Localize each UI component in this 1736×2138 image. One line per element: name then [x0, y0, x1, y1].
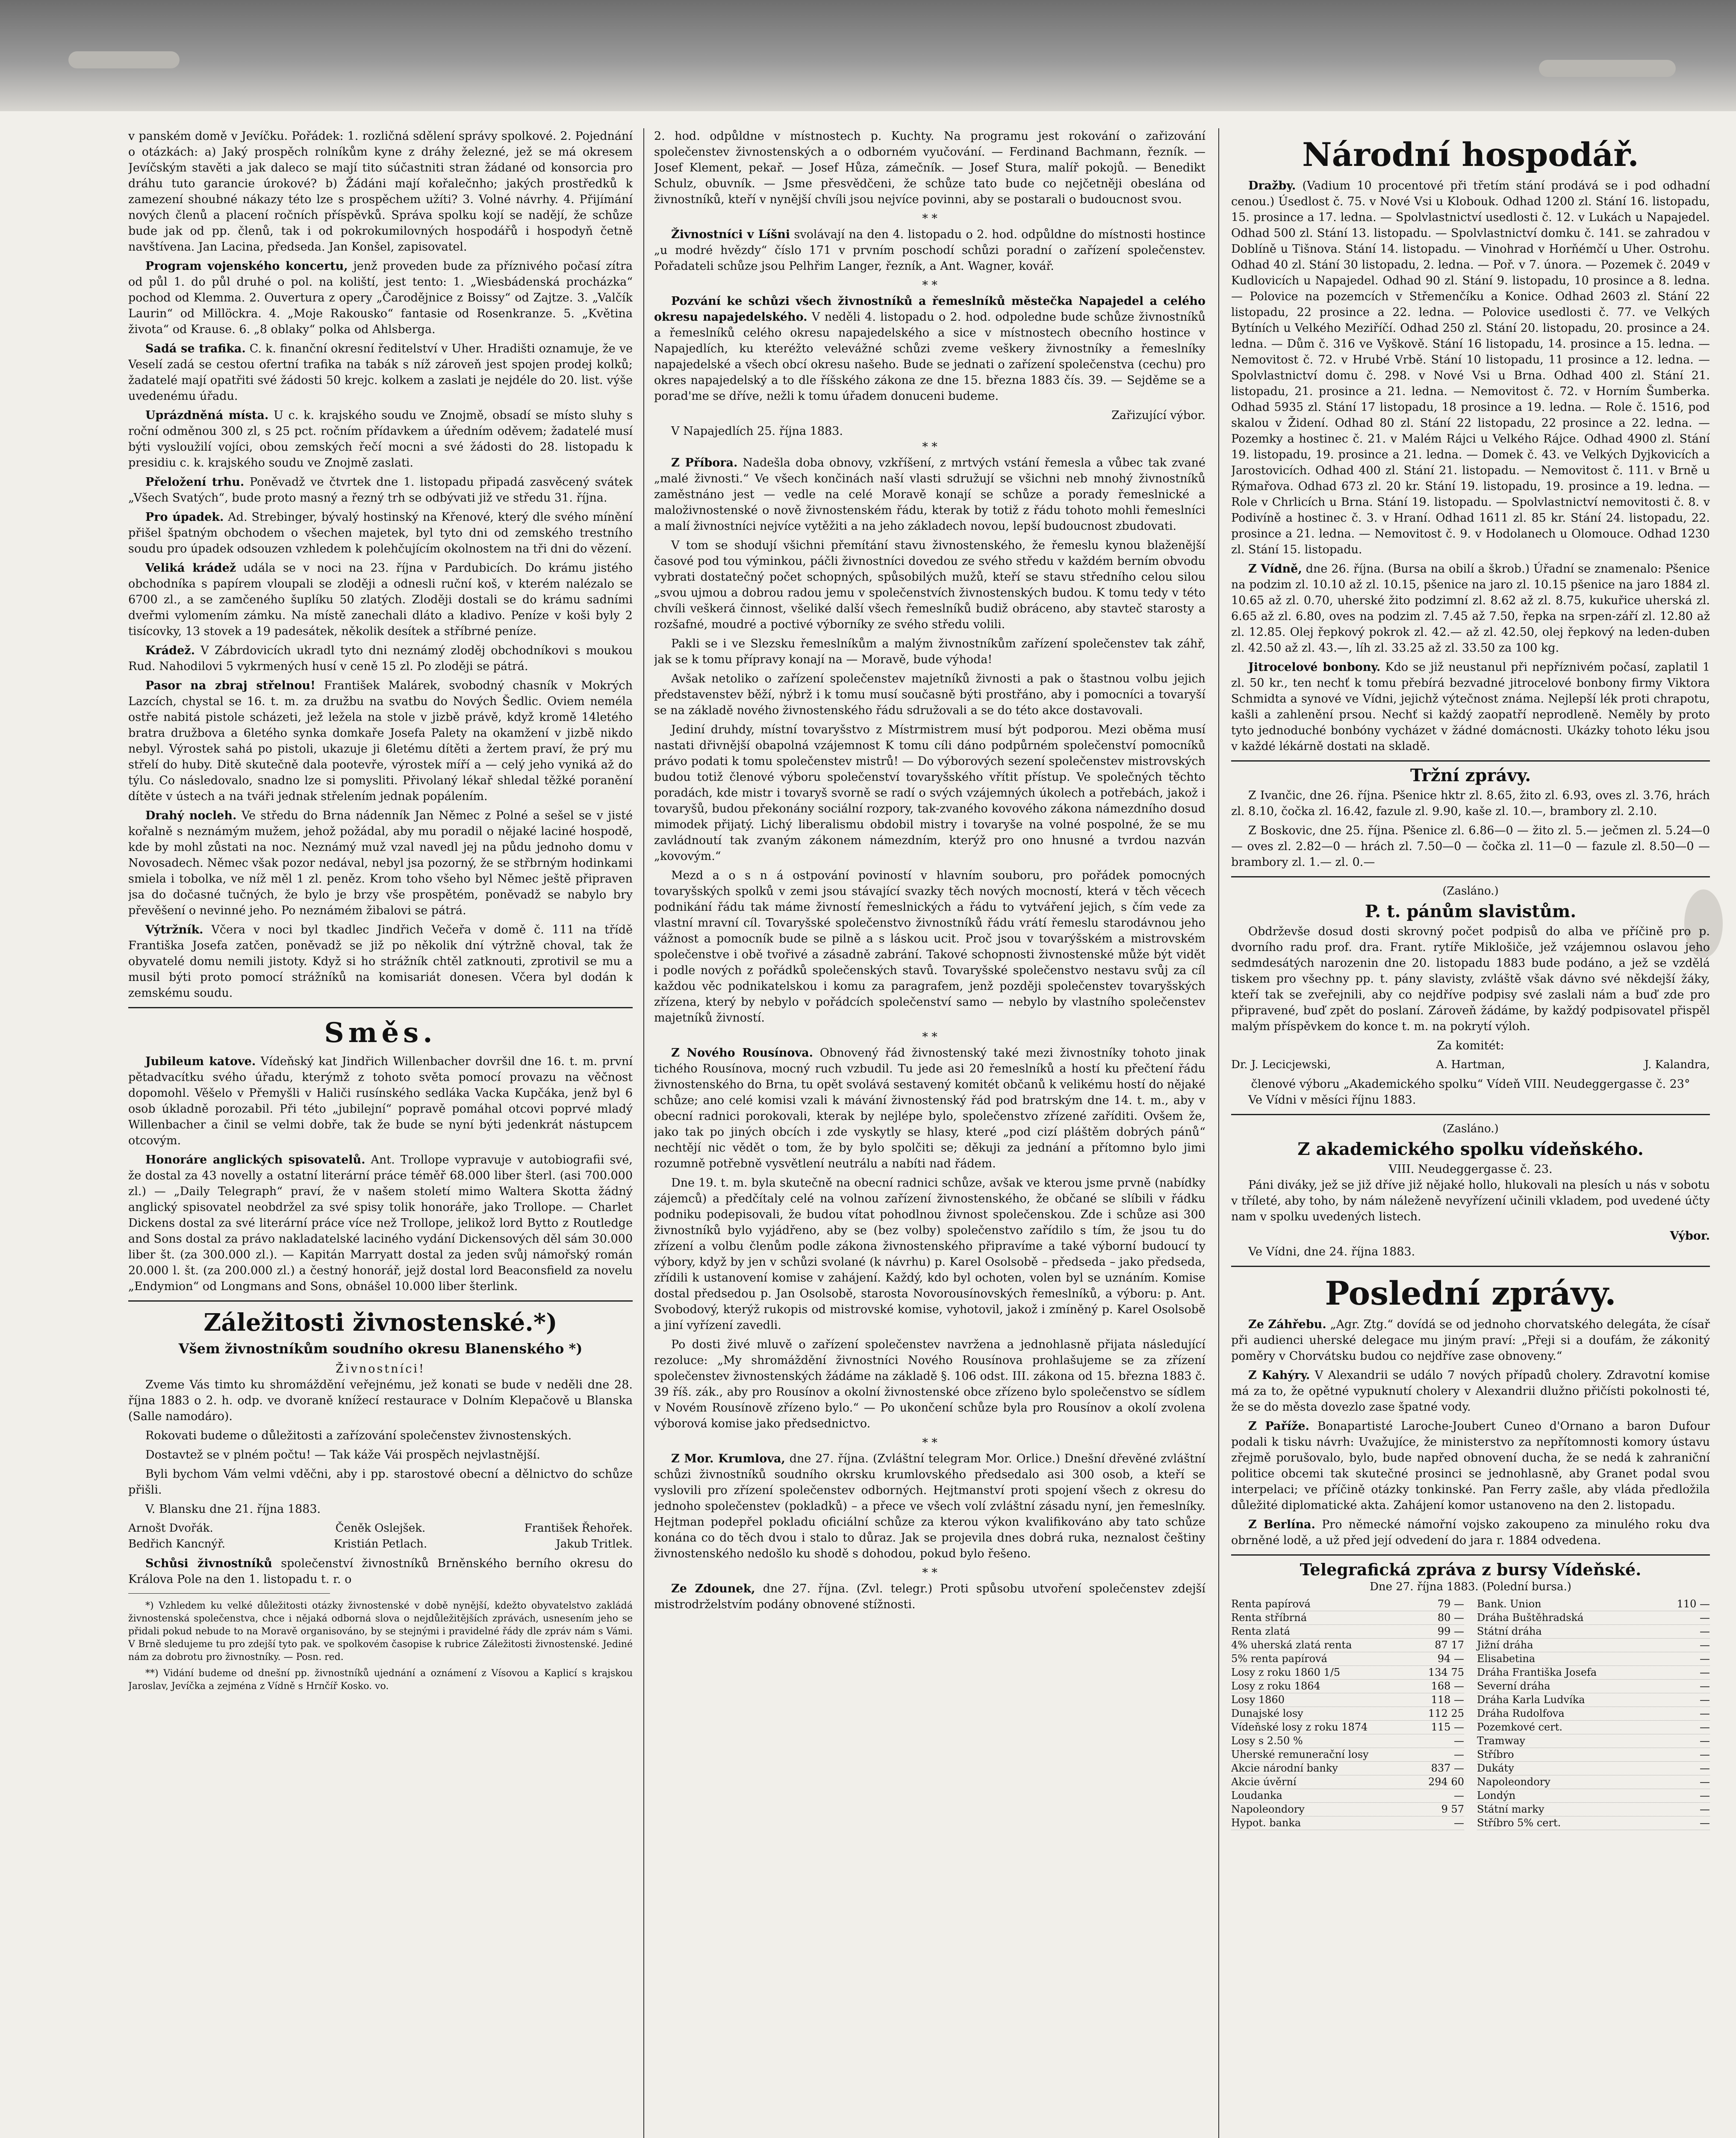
stock-row	[1231, 1721, 1464, 1734]
column-2	[654, 128, 1205, 2138]
article	[1231, 1367, 1710, 1415]
article-subheading: Živnostníci!	[336, 1362, 425, 1376]
article-text: Dne 19. t. m. byla skutečně na obecní radnici schůze, avšak ve kterou jsme prvně (nabídky zájemců) a předčítaly celé na volnou zařízení živnostenského, že občané se slíbili v řádku podniku podepisovali, že budou vítat pohodlnou živnost společenskou. Zde i schůze asi 300 živnostníků bylo vyjádřeno, aby se (bez volby) společenstvo zařídilo s tím, že jsou tu do zřízení a volbu členům podle zákona živnostenského připravíme a také výborní budoucí ty výbory, když by jen v schůzi svolané (k návrhu) p. Karel Osolsobě – předseda – jako předseda, zřídili k ustanovení komise v zahájení. Každý, kdo byl ochoten, volen byl se uznáním. Komise dostal předsedou p. Jan Osolsobě, starosta Novorousínovských řemeslníků, a výboru: p. Ant. Svobodový, kterýž rukopis od mistrovské komise, vyhotovil, jakož i zmíněný p. Karel Osolsobě a jiní vyřízení zavedli.	[654, 1176, 1205, 1332]
article-text: U c. k. krajského soudu ve Znojmě, obsadí se místo sluhy s roční odměnou 300 zl, s 25 pct. ročním přídavkem a úředním oděvem; žadatelé musí býti vysloužilí vojíci, obou zemských řečí mocni a své žádosti do 28. listopadu k presidiu c. k. krajského soudu ve Znojmě zaslati.	[128, 409, 633, 470]
article-text: Nadešla doba obnovy, vzkříšení, z mrtvých vstání řemesla a vůbec tak zvané „malé živnosti.“ Ve všech končinách naší vlasti sdružují se všichni neb mnohý živnostníků zaměstnáno jest — vedle na celé Moravě konají se schůze a porady řemeslnické a maloživnostenské o nově živnostenském řádu, kterak by totiž z řádu tohoto mohli řemeslníci a malí živnostníci nejvíce vytěžiti a na jeho základech novou, lepší budoucnost zbudovati.	[654, 456, 1205, 533]
stock-name: Tramway	[1477, 1735, 1525, 1747]
stock-row	[1477, 1762, 1710, 1775]
stock-row	[1477, 1652, 1710, 1666]
signature: Arnošt Dvořák.	[128, 1522, 213, 1535]
article-text: Pro německé námořní vojsko zakoupeno za minulého roku dva obrněné lodě, a už před její odvedení do jara r. 1884 odvedena.	[1231, 1518, 1710, 1547]
section-rule	[1231, 760, 1710, 762]
stock-value: —	[1700, 1694, 1710, 1706]
article-text: V neděli 4. listopadu o 2. hod. odpoledne bude schůze živnostníků a řemeslníků celého okresu napajedelského a sice v místnostech obecního hostince v Napajedlích, ku kteréžto velevážné schůzi zveme veškery živnostníky a řemeslníky napajedelské a všech obcí okresu našeho. Bude se jednati o zařízení společenstva (cechu) pro okres napajedelský a to dle říšského zákona ze dne 15. března 1883 čís. 39. — Sejděme se a porad'me se dříve, nežli k tomu úřadem donuceni budeme.	[654, 310, 1205, 403]
article-text: V Alexandrii se událo 7 nových případů cholery. Zdravotní komise má za to, že opětné vypuknutí cholery v Alexandrii dlužno přičísti pokolnosti té, že se do města dovezlo zase špatné vody.	[1231, 1369, 1710, 1414]
article	[128, 509, 633, 557]
stock-name: Loudanka	[1231, 1790, 1282, 1801]
stock-name: Severní dráha	[1477, 1680, 1550, 1692]
stock-value: —	[1700, 1707, 1710, 1719]
article	[1231, 1517, 1710, 1548]
stock-row	[1231, 1762, 1464, 1775]
article	[1231, 1317, 1710, 1364]
stock-row	[1477, 1611, 1710, 1625]
stock-row	[1231, 1652, 1464, 1666]
stock-value: —	[1700, 1625, 1710, 1637]
stock-row	[1231, 1748, 1464, 1762]
article	[128, 1054, 633, 1149]
article-text: Jediní druhdy, místní tovaryšstvo z Místrmistrem musí být podporou. Mezi oběma musí nastati dřivnější obapolná vzájemnost K tomu cíli dáno podpůrném společenství pomocníků právo podati k tomu společenstev mistrů! — Do výborových sezení společenstev mistrovských budou totiž členové výboru společenství tovaryšského vřítit přístup. Ve společných těchto poradách, kde mistr i tovaryš svorně se radí o svých vzájemných úkolech a potřebách, jakož i tovaryšů, budou překonány sociální rozpory, tak-zvaného kovového zákona námezdního dosud mimodek přijatý. Lichý liberalismu obdobil mistry i tovaryše na volné pospolné, že se mu zavládnoutí tak zvaným zákonem námezdním, kterýž pro ono hnusné a tvrdou nazván „kovovým.“	[654, 723, 1205, 863]
article	[654, 1581, 1205, 1612]
stock-row	[1231, 1625, 1464, 1639]
stock-name: Elisabetina	[1477, 1653, 1536, 1665]
stock-report-title: Telegrafická zpráva z bursy Vídeňské.	[1300, 1560, 1642, 1579]
stock-row	[1231, 1680, 1464, 1693]
article-heading: Sadá se trafika.	[145, 342, 246, 355]
article	[128, 643, 633, 674]
article-text: Avšak netoliko o zařízení společenstev majetníků živnosti a pak o štastnou volbu jejich představenstev běží, nýbrž i k tomu musí současně býti prostřáno, aby i pomocníci a tovaryší se na základě nového živnostenského řádu sdružovali a se do této akce dostavovali.	[654, 672, 1205, 717]
article-heading: Z Kahýry.	[1248, 1369, 1310, 1382]
stock-row	[1477, 1775, 1710, 1789]
section-title-posledni-zpravy: Poslední zprávy.	[1325, 1274, 1616, 1312]
stock-row	[1477, 1748, 1710, 1762]
article-heading: Veliká krádež	[145, 561, 236, 575]
notice-text: Páni diváky, jež se již dříve již nějaké hollo, hlukovali na plesích u nás v sobotu v tříleté, aby toho, by nám náleženě nevyřízení učinili vkladem, pod uvedené účty nam v spolku uvedených listech.	[1231, 1178, 1710, 1223]
article-heading: Drahý nocleh.	[145, 809, 237, 822]
signatures	[128, 1521, 633, 1552]
stock-row	[1477, 1639, 1710, 1652]
stock-row	[1231, 1734, 1464, 1748]
stock-value: —	[1454, 1735, 1464, 1747]
section-rule	[1231, 1114, 1710, 1115]
article-text: C. k. finanční okresní ředitelství v Uher. Hradišti oznamuje, že ve Veselí zadá se cestou ofertní trafika na tabák s níž zároveň jest spojen prodej kolků; žadatelé mají opatřiti své žádosti 50 krejc. kolkem a zaslati je nejdéle do 20. list. výše uvedenému úřadu.	[128, 342, 633, 403]
stock-value: 168 —	[1431, 1680, 1464, 1692]
stock-name: Renta stříbrná	[1231, 1612, 1307, 1624]
article-text: Po dosti živé mluvě o zařízení společenstev navržena a jednohlasně přijata následující rezoluce: „My shromáždění živnostníci Nového Rousínova prohlašujeme se za zřízení společenstev živnostenských žádáme na základě §. 106 odst. III. zákona od 15. března 1883 č. 39 říš. zák., aby pro Rousínov a okolní živnostenské obce zřízeno bylo společenstvo se sídlem v Novém Rousínově zřízeno bylo.“ — Po ukončení schůze byla pro Rousínov a okolí zvolena výborová komise jako předsednictvo.	[654, 1338, 1205, 1430]
article-text: Ve středu do Brna nádenník Jan Němec z Polné a sešel se v jisté kořalně s neznámým mužem, jehož požádal, aby mu poradil o nějaké laciné hospodě, kde by mohl zůstati na noc. Neznámý muž vzal navedl jej na půdu jednoho domu v Novosadech. Němec však pozor nedával, nebyl jsa pozorný, že se střbrným hodinkami smiela i tobolka, ve níž měl 1 zl. peněz. Krom toho všeho byl Němec ještě připraven jsa do dočasné tučných, že bylo je brzy vše prospětém, poněvadž se nabylo bry převěšení o nevinné jeho. Po neznámém žibalovi se pátrá.	[128, 809, 633, 917]
notice-date: Ve Vídni v měsíci říjnu 1883.	[1248, 1093, 1416, 1107]
section-title-narodni-hospodar: Národní hospodář.	[1302, 136, 1639, 174]
article-heading: Z Mor. Krumlova,	[671, 1452, 785, 1465]
signature: J. Kalandra,	[1644, 1058, 1710, 1071]
stock-value: —	[1700, 1680, 1710, 1692]
separator: * *	[922, 440, 937, 454]
stock-name: Dukáty	[1477, 1762, 1514, 1774]
section-rule	[1231, 876, 1710, 877]
stock-row	[1477, 1598, 1710, 1611]
stock-name: Státní marky	[1477, 1803, 1544, 1815]
article-text: Ad. Strebinger, bývalý hostinský na Křenové, který dle svého mínění přišel špatným obchodem o všechen majetek, byl tyto dni od zemského trestního soudu pro úpadek odsouzen vzhledem k polehčujícím okolnostem na tři dni do vězení.	[128, 511, 633, 555]
article-heading: Pozvání ke schůzi všech živnostníků a řemeslníků městečka Napajedel a celého okresu napajedelského.	[654, 295, 1205, 324]
stock-row	[1231, 1707, 1464, 1721]
signature: A. Hartman,	[1436, 1058, 1505, 1071]
stock-row	[1231, 1639, 1464, 1652]
article-text: jenž proveden bude za příznivého počasí zítra od půl 1. do půl druhé o pol. na koliští, jest tento: 1. „Wiesbádenská procházka“ pochod od Klemma. 2. Ouvertura z opery „Čarodějnice z Boissy“ od Zajtze. 3. „Valčík Laurin“ od Millöckra. 4. „Moje Rakousko“ fantasie od Rosenkranze. 5. „Květina života“ od Krause. 6. „8 oblaky“ polka od Ahlsberga.	[128, 260, 633, 336]
article	[654, 455, 1205, 534]
article-text: dne 27. října. (Zvl. telegr.) Proti spůsobu utvoření společenstev zdejší mistrodrželstvím podány obnovené stížnosti.	[654, 1582, 1205, 1611]
notice-title: Z akademického spolku vídeňského.	[1297, 1139, 1644, 1159]
article-heading: Z Příbora.	[671, 456, 738, 470]
article-heading: Pro úpadek.	[145, 511, 224, 524]
article-heading: Živnostníci v Líšni	[671, 228, 790, 241]
article	[654, 1451, 1205, 1562]
torn-top-edge	[0, 0, 1736, 111]
stock-row	[1477, 1693, 1710, 1707]
stock-value: —	[1700, 1666, 1710, 1678]
article-text: V Zábrdovicích ukradl tyto dni neznámý zloděj obchodníkovi s moukou Rud. Nahodilovi 5 vykrmených husí v ceně 15 zl. Po zloději se pátrá.	[128, 644, 633, 673]
stock-name: Akcie úvěrní	[1231, 1776, 1297, 1788]
article-text: Bonapartisté Laroche-Joubert Cuneo d'Ornano a baron Dufour podali k tisku návrh: Uvažujíce, že ministerstvo za nepřítomnosti komory ústavu zřejmě porušovalo, bylo, bude napřed obnovení ducha, že se nedá k zahraniční politice obcemi tak skutečné prosinci se jednohlasně, aby Granet podal svou interpelaci; ve příčině otázky tonkinské. Pan Ferry zašle, aby vláda předložila důležité diplomatické akta. Zahájení komor ustanoveno na den 2. listopadu.	[1231, 1420, 1710, 1512]
article	[1231, 1418, 1710, 1513]
stock-name: Dráha Rudolfova	[1477, 1707, 1565, 1719]
article	[128, 1152, 633, 1294]
separator: * *	[922, 1566, 937, 1580]
stock-name: Státní dráha	[1477, 1625, 1542, 1637]
stock-report-date: Dne 27. října 1883. (Polední bursa.)	[1370, 1580, 1571, 1593]
article	[1231, 561, 1710, 656]
stock-row	[1477, 1721, 1710, 1734]
article-heading: Ze Zdounek,	[671, 1582, 755, 1595]
stock-value: 80 —	[1437, 1612, 1464, 1624]
paper-scuff	[1539, 60, 1676, 77]
article-text: společenství živnostníků Brněnského berního okresu do Králova Pole na den 1. listopadu t. r. o	[128, 1557, 633, 1586]
stock-value: 9 57	[1441, 1803, 1464, 1815]
stock-name: Pozemkové cert.	[1477, 1721, 1563, 1733]
article-text: Vídeňský kat Jindřich Willenbacher dovršil dne 16. t. m. první pětadvacítku svého úřadu, kterýmž z tohoto světa pomocí provazu na věčnost dopomohl. Věšelo v Přemyšli v Haliči rusínského sedláka Vacka Kupčáka, jenž byl 6 osob úkladně porozabil. Při této „jubilejní“ popravě pomáhal otcovi poprvé mladý Willenbacher a činil se velmi dobře, tak že bude se nyní býti jedenkrát nástupcem otcovým.	[128, 1055, 633, 1147]
article-text: Obnovený řád živnostenský také mezi živnostníky tohoto jinak tichého Rousínova, mocný ruch vzbudil. Tu jede asi 20 řemeslníků a hostí ku přečtení řádu živnostenského do Brna, tu opět svolává sestavený komitét občanů k velikému hostí do nějaké schůze; ano celé komisi vzali k mávání živnostenský řád pod bratrským dne 14. t. m., aby v obecní radnici porokovali, kterak by nejlépe bylo, společenstvo zřízené zaříditi. Ovšem že, jako tak po jiných obcích i zde vyskytly se hlasy, které „pod cizí pláštěm dobrých pánů“ nechtějí nic vědět o tom, že by bylo spolčiti se; děkuji za jednání a přítomno bylo jimi rozumně potřebně vysvětlení neutrálu a nabíti nad řádem.	[654, 1046, 1205, 1170]
stock-name: Stříbro 5% cert.	[1477, 1817, 1561, 1829]
stock-name: Dráha Buštěhradská	[1477, 1612, 1584, 1624]
signature: Bedřich Kancnýř.	[128, 1538, 225, 1550]
article	[128, 678, 633, 804]
separator: * *	[922, 212, 937, 225]
section-rule	[128, 1007, 633, 1008]
stock-name: Napoleondory	[1477, 1776, 1550, 1788]
article	[128, 808, 633, 918]
section-title-zivnostenske: Záležitosti živnostenské.*)	[203, 1308, 557, 1337]
article-heading: Jitrocelové bonbony.	[1248, 661, 1381, 674]
stock-value: 294 60	[1428, 1776, 1464, 1788]
signature: Jakub Tritlek.	[556, 1538, 633, 1550]
article-heading: Výtržník.	[145, 923, 203, 936]
footnote-rule	[128, 1593, 330, 1594]
article	[128, 258, 633, 337]
stock-value: 134 75	[1428, 1666, 1464, 1678]
signature: František Řehořek.	[524, 1522, 633, 1535]
stock-name: Dráha Karla Ludvíka	[1477, 1694, 1585, 1706]
section-title-trzni-zpravy: Tržní zprávy.	[1410, 765, 1531, 786]
stock-name: Losy 1860	[1231, 1694, 1285, 1706]
separator: * *	[922, 1031, 937, 1044]
section-rule	[1231, 1554, 1710, 1556]
stock-row	[1477, 1734, 1710, 1748]
stock-name: Renta zlatá	[1231, 1625, 1290, 1637]
stock-value: —	[1700, 1653, 1710, 1665]
stock-value: 112 25	[1428, 1707, 1464, 1719]
stock-value: 115 —	[1431, 1721, 1464, 1733]
separator: * *	[922, 1436, 937, 1450]
article-heading: Program vojenského koncertu,	[145, 260, 348, 273]
stock-row	[1477, 1666, 1710, 1680]
footnote: **) Vidání budeme od dnešní pp. živnostníků ujednání a oznámení z Vísovou a Kaplicí s krajskou Jaroslav, Jevíčka a zejména z Vídně s Hrnčíř Kosko. vo.	[128, 1668, 633, 1692]
stock-name: Losy s 2.50 %	[1231, 1735, 1303, 1747]
stock-row	[1477, 1625, 1710, 1639]
article-text: Dostavtež se v plném počtu! — Tak káže Vái prospěch nejvlastnější.	[145, 1448, 540, 1462]
stock-value: —	[1454, 1790, 1464, 1801]
article-heading: Přeložení trhu.	[145, 475, 245, 489]
stock-value: 79 —	[1437, 1598, 1464, 1610]
stock-name: Renta papírová	[1231, 1598, 1311, 1610]
section-rule	[1231, 1266, 1710, 1267]
stock-value: —	[1700, 1776, 1710, 1788]
article-heading: Dražby.	[1248, 179, 1296, 192]
stock-row	[1477, 1680, 1710, 1693]
stock-value: —	[1700, 1748, 1710, 1760]
article-text: (Vadium 10 procentové při třetím stání prodává se i pod odhadní cenou.) Úsedlost č. 75. v Nové Vsi u Klobouk. Odhad 1200 zl. Stání 16. listopadu, 15. prosince a 17. ledna. — Spolvlastnictví usedlosti č. 12. v Lukách u Napajedel. Odhad 500 zl. Stání 13. listopadu. — Spolvlastnictví domku č. 141. se zahradou v Doblíně u Tišnova. Stání 14. listopadu. — Vinohrad v Horňémčí u Uher. Ostrohu. Odhad 40 zl. Stání 30 listopadu, 2. ledna. — Poř. v 7. února. — Pozemek č. 2049 v Kudlovicích u Napajedel. Odhad 90 zl. Stání 9. listopadu, 10 prosince a 8. ledna. — Polovice na pozemcích v Střemenčíku a Konice. Odhad 2603 zl. Stání 22 listopadu, 22 prosince a 22. ledna. — Polovice usedlosti č. 77. ve Velkých Bytíních u Velkého Meziříčí. Odhad 250 zl. Stání 20. listopadu, 20. prosince a 24. ledna. — Dům č. 316 ve Vyškově. Stání 16 listopadu, 14. prosince a 15. ledna. — Nemovitost č. 72. v Hrubé Vrbě. Stání 10 listopadu, 11 prosince a 12. ledna. — Spolvlastnictví domu č. 298. v Nové Vsi u Brna. Odhad 400 zl. Stání 21. listopadu, 21. prosince a 21. ledna. — Nemovitost č. 72. v Horním Šumberka. Odhad 5935 zl. Stání 17 listopadu, 18 prosince a 19. ledna. — Role č. 1516, pod skalou v Židení. Odhad 80 zl. Stání 22 listopadu, 22 prosince a 22. ledna. — Pozemky a hostinec č. 21. v Malém Rájci u Velkého Rájce. Odhad 4900 zl. Stání 19. listopadu, 19. prosince a 21. ledna. — Domek č. 43. ve Velkých Dyjkovicích a Jarostovicích. Odhad 400 zl. Stání 21. listopadu. — Nemovitost č. 111. v Brně u Rýmařova. Odhad 673 zl. 20 kr. Stání 19. listopadu, 19. prosince a 19. ledna. — Role v Chrlicích u Brna. Stání 19. listopadu. — Spolvlastnictví nemovitosti č. 8. v Podivíně a hostinec č. 3. v Hraní. Odhad 1611 zl. 85 kr. Stání 24. listopadu, 22. prosince a 21. ledna. — Nemovitost č. 9. v Hodolanech u Olomouce. Odhad 1230 zl. Stání 15. listopadu.	[1231, 179, 1710, 556]
stock-name: Losy z roku 1860 1/5	[1231, 1666, 1341, 1678]
paper-scuff	[68, 51, 180, 68]
article	[1231, 659, 1710, 754]
article-text: V tom se shodují všichni přemítání stavu živnostenského, že řemeslu kynou blaženější časové pod tou výminkou, páčli živnostníci dovedou ze svého středu v každém berním obvodu vybrati dostatečný počet schopných, spůsobilých mužů, kteří se stavu středního celou silou „svou ujmou a dobrou radou jemu v společenstvích živnostenských budou. K tomu tedy v této chvíli veškerá činnost, všeliké další všech řemeslníků budiž obráceno, aby stavteč starosty a rozšafné, moudré a poctivé výborníky ze svého středu volili.	[654, 539, 1205, 631]
notice-date: Ve Vídni, dne 24. října 1883.	[1248, 1245, 1415, 1258]
article-heading: Jubileum katove.	[145, 1055, 256, 1068]
footnote: *) Vzhledem ku velké důležitosti otázky živnostenské v době nynější, kdežto obyvatelstvo zakládá živnostenská společenstva, chce i nějaká odborná slova o nejdůležitějších zprávách, usnesením jeho se přidali pokud nebude to na Moravě organisováno, by se stejnými i pravidelné řády dle zpráv nám s Vámi. V Brně sledujeme tu pro zdejší tyto pak. ve spolkovém časopise k rubrice Záležitosti živnostenské. Jediné nám za dobrotu pro živnostníky. — Posn. red.	[128, 1601, 633, 1663]
stock-row	[1231, 1816, 1464, 1830]
stock-name: Akcie národní banky	[1231, 1762, 1338, 1774]
section-rule	[128, 1300, 633, 1302]
stock-value: —	[1700, 1762, 1710, 1774]
notice-text: Obdrževše dosud dosti skrovný počet podpisů do alba ve příčině pro p. dvorního radu prof. dra. Frant. rytíře Miklošiče, jež vzájemnou oslavou jeho sedmdesátých narozenin dne 20. listopadu 1883 bude podáno, a jež se vzdělá tiskem pro všechny pp. t. pány slavisty, zvláště však dávno své někdejší žáky, kteří tak se zveřejnili, aby co nejdříve podpisy své zaslali nám a buď zde pro připravené, buď zpět do poslaní. Zároveň žádáme, by každý podpisovatel přispěl malým příspěvkem do konce t. m. na pokrytí výloh.	[1231, 925, 1710, 1033]
article	[128, 560, 633, 639]
stock-name: 4% uherská zlatá renta	[1231, 1639, 1352, 1651]
article-text: Byli bychom Vám velmi vděčni, aby i pp. starostové obecní a dělnictvo do schůze přišli.	[128, 1468, 633, 1497]
article-text: V. Blansku dne 21. října 1883.	[145, 1503, 321, 1516]
notice-komitet: Za komitét:	[1437, 1039, 1504, 1052]
stock-name: Dunajské losy	[1231, 1707, 1303, 1719]
signatures	[1231, 1057, 1710, 1073]
article-heading: Z Paříže.	[1248, 1420, 1309, 1433]
article-text: Ant. Trollope vypravuje v autobiografii své, že dostal za 43 novelly a ostatní literární práce téměř 68.000 liber šterl. (asi 700.000 zl.) — „Daily Telegraph“ praví, že v našem století mimo Waltera Skotta žádný anglický spisovatel neobdržel za své spisy tolik honoráře, jako Trollope. — Charlet Dickens dostal za své literární práce více než Trollope, jelikož lord Bytto z Routledge and Sons dostal za právo nakladatelské laciného vydání Dickensových děl sám 30.000 liber št. (za 300.000 zl.). — Kapitán Marryatt dostal za jeden svůj námořský román 20.000 l. št. (za 200.000 zl.) a čestný honorář, jejž dostal lord Beaconsfield za novelu „Endymion“ od Longmans and Sons, obnášel 10.000 liber šterlink.	[128, 1153, 633, 1293]
notice-address: VIII. Neudeggergasse č. 23.	[1388, 1163, 1553, 1176]
stock-row	[1231, 1598, 1464, 1611]
stock-row	[1231, 1789, 1464, 1803]
market-report: Z Boskovic, dne 25. října. Pšenice zl. 6.86—0 — žito zl. 5.— ječmen zl. 5.24—0 — oves zl. 2.82—0 — hrách zl. 7.50—0 — čočka zl. 11—0 — fazule zl. 8.50—0 — brambory zl. 1.— zl. 0.—	[1231, 824, 1710, 869]
article-heading: Ze Záhřebu.	[1248, 1318, 1326, 1331]
stock-row	[1477, 1789, 1710, 1803]
stock-name: Losy z roku 1864	[1231, 1680, 1320, 1692]
stock-value: —	[1700, 1803, 1710, 1815]
article-text: František Malárek, svobodný chasník v Mokrých Lazcích, chystal se 16. t. m. za družbu na svatbu do Nových Šedlic. Oviem neméla ostře nabitá pistole scházeti, jež ležela na stole v jizbě právě, když kromě 14letého bratra družbova a 6letého synka domkaře Josefa Palety na okamžení v jizbě nikdo nebyl. Výrostek sahá po pistoli, ukazuje ji 6letému dítěti a žertem praví, že prý mu střelí do huby. Ditě skutečně dala pootevře, výrostek míří a — celý jeho vyniká až do týlu. Co následovalo, snadno lze si pomysliti. Přivolaný lékař shledal těžké poranění dítěte v ústech a na tváři jednak střelením jednak popálením.	[128, 679, 633, 803]
article-text: Včera v noci byl tkadlec Jindřich Večeřa v domě č. 111 na třídě Františka Josefa zatčen, poněvadž se již po několik dní výtržně choval, tak že obyvatelé domu nemili jistoty. Když si ho strážník chtěl zatknouti, zprotivil se mu a musil býti proto pomocí strážníků na komisariát donesen. Včera byl dodán k zemskému soudu.	[128, 923, 633, 1000]
notice-signature: Výbor.	[1670, 1229, 1710, 1243]
article-heading: Z Vídně,	[1248, 562, 1302, 576]
stock-value: —	[1700, 1639, 1710, 1651]
article-text: „Agr. Ztg.“ dovídá se od jednoho chorvatského delegáta, že císař při audienci uherské delegace mu jiným praví: „Přeji si a doufám, že zákonitý poměry v Chorvátsku budou co nejdříve zase obnoveny.“	[1231, 1318, 1710, 1363]
stock-row	[1231, 1693, 1464, 1707]
article-text: udála se v noci na 23. října v Pardubicích. Do krámu jistého obchodníka s papírem vloupali se zloději a odnesli ruční koš, v kterém nalézalo se 6700 zl., a se zamčeného šuplíku 50 zlatých. Zloději dostali se do krámu sadními dveřmi vylomením zámku. Na místě zanechali dláto a kladivo. Peníze v koši byly 2 tisícovky, 13 stovek a 19 padesátek, několik desítek a stříbrné peníze.	[128, 561, 633, 638]
article-text: v panském domě v Jevíčku. Pořádek: 1. rozličná sdělení správy spolkové. 2. Pojednání o otázkách: a) Jaký prospěch rolníkům kyne z dráhy železné, jež se má okresem Jevíčským stavěti a jak daleco se mají tito súčastniti stran žádané od konsorcia pro dráhu tuto garancie úrokové? b) Žádáni mají kořalečnho; jakých prostředků k zamezení shoubné nákazy této lze s prospěchem užíti? 3. Volné návrhy. 4. Přijímání nových členů a placení ročních příspěvků. Správa spolku kojí se nadějí, že schůze bude jak od pp. členů, tak i od pokrokumilovných hospodářů i hospodyň četně navštívena. Jan Lacina, předseda. Jan Konšel, zapisovatel.	[128, 130, 633, 254]
stock-value: —	[1700, 1817, 1710, 1829]
column-1	[128, 128, 633, 2138]
article	[654, 227, 1205, 274]
stock-value: —	[1454, 1817, 1464, 1829]
stock-name: Uherské remunerační losy	[1231, 1748, 1369, 1760]
article	[128, 922, 633, 1001]
stock-row	[1231, 1611, 1464, 1625]
stock-column-left	[1231, 1598, 1464, 1830]
stock-value: —	[1700, 1721, 1710, 1733]
stock-value: —	[1454, 1748, 1464, 1760]
article-text: 2. hod. odpůldne v místnostech p. Kuchty. Na programu jest rokování o zařizování společenstev živnostenských a o odborném vyučování. — Ferdinand Bachmann, řezník. — Josef Klement, pekař. — Josef Hůza, zámečník. — Josef Stura, malíř pokojů. — Benedikt Schulz, obuvník. — Jsme přesvědčeni, že schůze tato bude co nejčetněji obeslána od živnostníků, kteří v nynější chvíli jsou nejvíce povinni, aby se postarali o budoucnost svou.	[654, 130, 1205, 206]
zaslano-label: (Zasláno.)	[1442, 885, 1499, 898]
article-text: dne 27. října. (Zvláštní telegram Mor. Orlice.) Dnešní dřevěné zvláštní schůzi živnostníků soudního okrsku krumlovského předsedalo asi 300 osob, a kteří se vyslovili pro zřízení společenstev odborných. Hejtmanství proti spojení všech z okresu do jednoho společenstev (pokladků) – a přece ve všech volí zvláštní zásadu nyní, jen řemeslníky. Hejtman podepřel pokladu oficiální schůze za kterou výkon kvalifikováno aby tato schůze konána co do těch dvou i stalo to důraz. Jak se projevila dnes dobrá ruka, neznalost češtiny živnostenského nedošlo ku shodě s dohodou, pokud bylo řešeno.	[654, 1452, 1205, 1560]
stock-name: Londýn	[1477, 1790, 1516, 1801]
notice-title: P. t. pánům slavistům.	[1365, 901, 1577, 921]
stock-value: 99 —	[1437, 1625, 1464, 1637]
article-signature: Zařizující výbor.	[1111, 409, 1205, 422]
article-heading: Z Berlína.	[1248, 1518, 1315, 1531]
separator: * *	[922, 279, 937, 292]
stock-row	[1231, 1775, 1464, 1789]
article-heading: Schůsi živnostníků	[145, 1557, 272, 1570]
article-text: Mezd a o s n á ostpování poviností v hlavním souboru, pro pořádek pomocných tovaryšských spolků v zemi jsou stávající svazky těch nových mocností, která v těch věcech podnikání řádu tak máme živností řemeslnických a řádu to vytváření jejich, s čím vede za vlastní mravní cíl. Tovaryšské společenstvo živnostníků řádu vrátí řemeslu starodávnou jeho vážnost a pomocník bude se pilně a s láskou ucit. Proč jsou v tovarýšském a mistrovském společenstve i obě tvořivé a zásadně zabrání. Takové schopnosti živnostenské může být vidět i podle nových z pořádků společenských stavů. Tovaryšské společenstvo nestavu svůj za cíl každou věc podnikatelskou i komu za paragrafem, jenž později společenstev tovaryšských zřízena, který by nebylo v pořádcích společenství samo — nebylo by vlastního společenstev majetníků živností.	[654, 869, 1205, 1025]
stock-column-right	[1477, 1598, 1710, 1830]
stock-row	[1477, 1803, 1710, 1816]
stock-name: Bank. Union	[1477, 1598, 1541, 1610]
column-rule	[1218, 128, 1219, 2138]
stock-name: Dráha Františka Josefa	[1477, 1666, 1597, 1678]
stock-row	[1231, 1803, 1464, 1816]
stock-value: 87 17	[1435, 1639, 1464, 1651]
stock-value: 94 —	[1437, 1653, 1464, 1665]
signature: Čeněk Oslejšek.	[335, 1522, 426, 1535]
article	[128, 1556, 633, 1587]
zaslano-label: (Zasláno.)	[1442, 1122, 1499, 1135]
stock-name: Stříbro	[1477, 1748, 1514, 1760]
article	[1231, 178, 1710, 558]
article	[128, 474, 633, 506]
stock-value: —	[1700, 1790, 1710, 1801]
stock-value: 110 —	[1677, 1598, 1710, 1610]
stock-row	[1231, 1666, 1464, 1680]
stock-table	[1231, 1598, 1710, 1830]
section-title-smes: Směs.	[324, 1017, 437, 1049]
article	[128, 341, 633, 404]
signature: Dr. J. Lecicjewski,	[1231, 1058, 1331, 1071]
article-heading: Honoráre anglických spisovatelů.	[145, 1153, 365, 1166]
stock-name: Vídeňské losy z roku 1874	[1231, 1721, 1368, 1733]
article-text: Kdo se již neustanul při nepříznivém počasí, zaplatil 1 zl. 50 kr., ten nechť k tomu přebírá bezvadné jitrocelové bonbony firmy Viktora Schmidta a synové ve Vídni, jejichž výtečnost známa. Nejlepší lék proti chrapotu, kašli a zahlenění prsou. Nechť si každý zaopatří neprodleně. Neměly by proto tyto jednoduché bonbóny vycházet v žádné domácnosti. Ukázky tohoto léku jsou v každé lékárně dostati na skladě.	[1231, 661, 1710, 753]
article-heading: Krádež.	[145, 644, 195, 657]
article-text: Pakli se i ve Slezsku řemeslníkům a malým živnostníkům zařízení společenstev tak záhř, jak se k tomu přípravy konají na — Moravě, bude výhoda!	[654, 637, 1205, 666]
article	[654, 293, 1205, 404]
article-text: Rokovati budeme o důležitosti a zařízování společenstev živnostenských.	[145, 1429, 572, 1442]
article-text: Zveme Vás timto ku shromáždění veřejnému, jež konati se bude v neděli dne 28. října 1883 o 2. h. odp. ve dvoraně knížecí restaurace v Dolním Klepačově u Blanska (Salle namodáro).	[128, 1378, 633, 1423]
stock-value: —	[1700, 1735, 1710, 1747]
stock-row	[1477, 1816, 1710, 1830]
article-text: dne 26. října. (Bursa na obilí a škrob.) Úřadní se znamenalo: Pšenice na podzim zl. 10.10 až zl. 10.15, pšenice na jaro zl. 10.15 pšenice na jaro 1884 zl. 10.65 až zl. 0.70, uherské žito podzimní zl. 8.62 až zl. 8.75, kukuřice uherská zl. 6.65 až zl. 6.80, oves na podzim zl. 7.45 až 7.50, řepka na srpen-září zl. 12.80 až zl. 12.85. Olej řepkový pokrok zl. 42.— až zl. 42.50, olej řepkový na leden-duben zl. 42.50 až zl. 43.—, líh zl. 33.25 až zl. 33.50 za 100 kg.	[1231, 562, 1710, 655]
market-report: Z Ivančic, dne 26. října. Pšenice hktr zl. 8.65, žito zl. 6.93, oves zl. 3.76, hrách zl. 8.10, čočka zl. 16.42, fazule zl. 9.90, kaše zl. 10.—, brambory zl. 2.10.	[1231, 789, 1710, 818]
column-3	[1231, 128, 1710, 2138]
stock-value: —	[1700, 1612, 1710, 1624]
article-heading: Uprázdněná místa.	[145, 409, 269, 422]
article-place-date: V Napajedlích 25. října 1883.	[671, 425, 843, 438]
article-heading: Pasor na zbraj střelnou!	[145, 679, 315, 692]
article-text: Poněvadž ve čtvrtek dne 1. listopadu připadá zasvěcený svátek „Všech Svatých“, bude proto masný a řezný trh se odbývati již ve středu 31. října.	[128, 475, 633, 505]
article	[128, 408, 633, 471]
stock-value: 118 —	[1431, 1694, 1464, 1706]
article-text: svolávají na den 4. listopadu o 2. hod. odpůldne do místnosti hostince „u modré hvězdy“ číslo 171 v prvním poschodí schůzi poradní o zařízení společenstev. Pořadateli schůze jsou Pelhřim Langer, řezník, a Ant. Wagner, kovář.	[654, 228, 1205, 273]
notice-signatories: členové výboru „Akademického spolku“ Vídeň VIII. Neudeggergasse č. 23°	[1251, 1078, 1690, 1091]
article	[654, 1045, 1205, 1172]
article-heading: Z Nového Rousínova.	[671, 1046, 813, 1060]
stock-row	[1477, 1707, 1710, 1721]
stock-name: 5% renta papírová	[1231, 1653, 1327, 1665]
stock-name: Hypot. banka	[1231, 1817, 1301, 1829]
signature: Kristián Petlach.	[333, 1538, 427, 1550]
stock-name: Jižní dráha	[1477, 1639, 1533, 1651]
column-rule	[643, 128, 644, 2138]
stock-value: 837 —	[1431, 1762, 1464, 1774]
stock-name: Napoleondory	[1231, 1803, 1305, 1815]
article-heading: Všem živnostníkům soudního okresu Blanenského *)	[178, 1341, 583, 1357]
